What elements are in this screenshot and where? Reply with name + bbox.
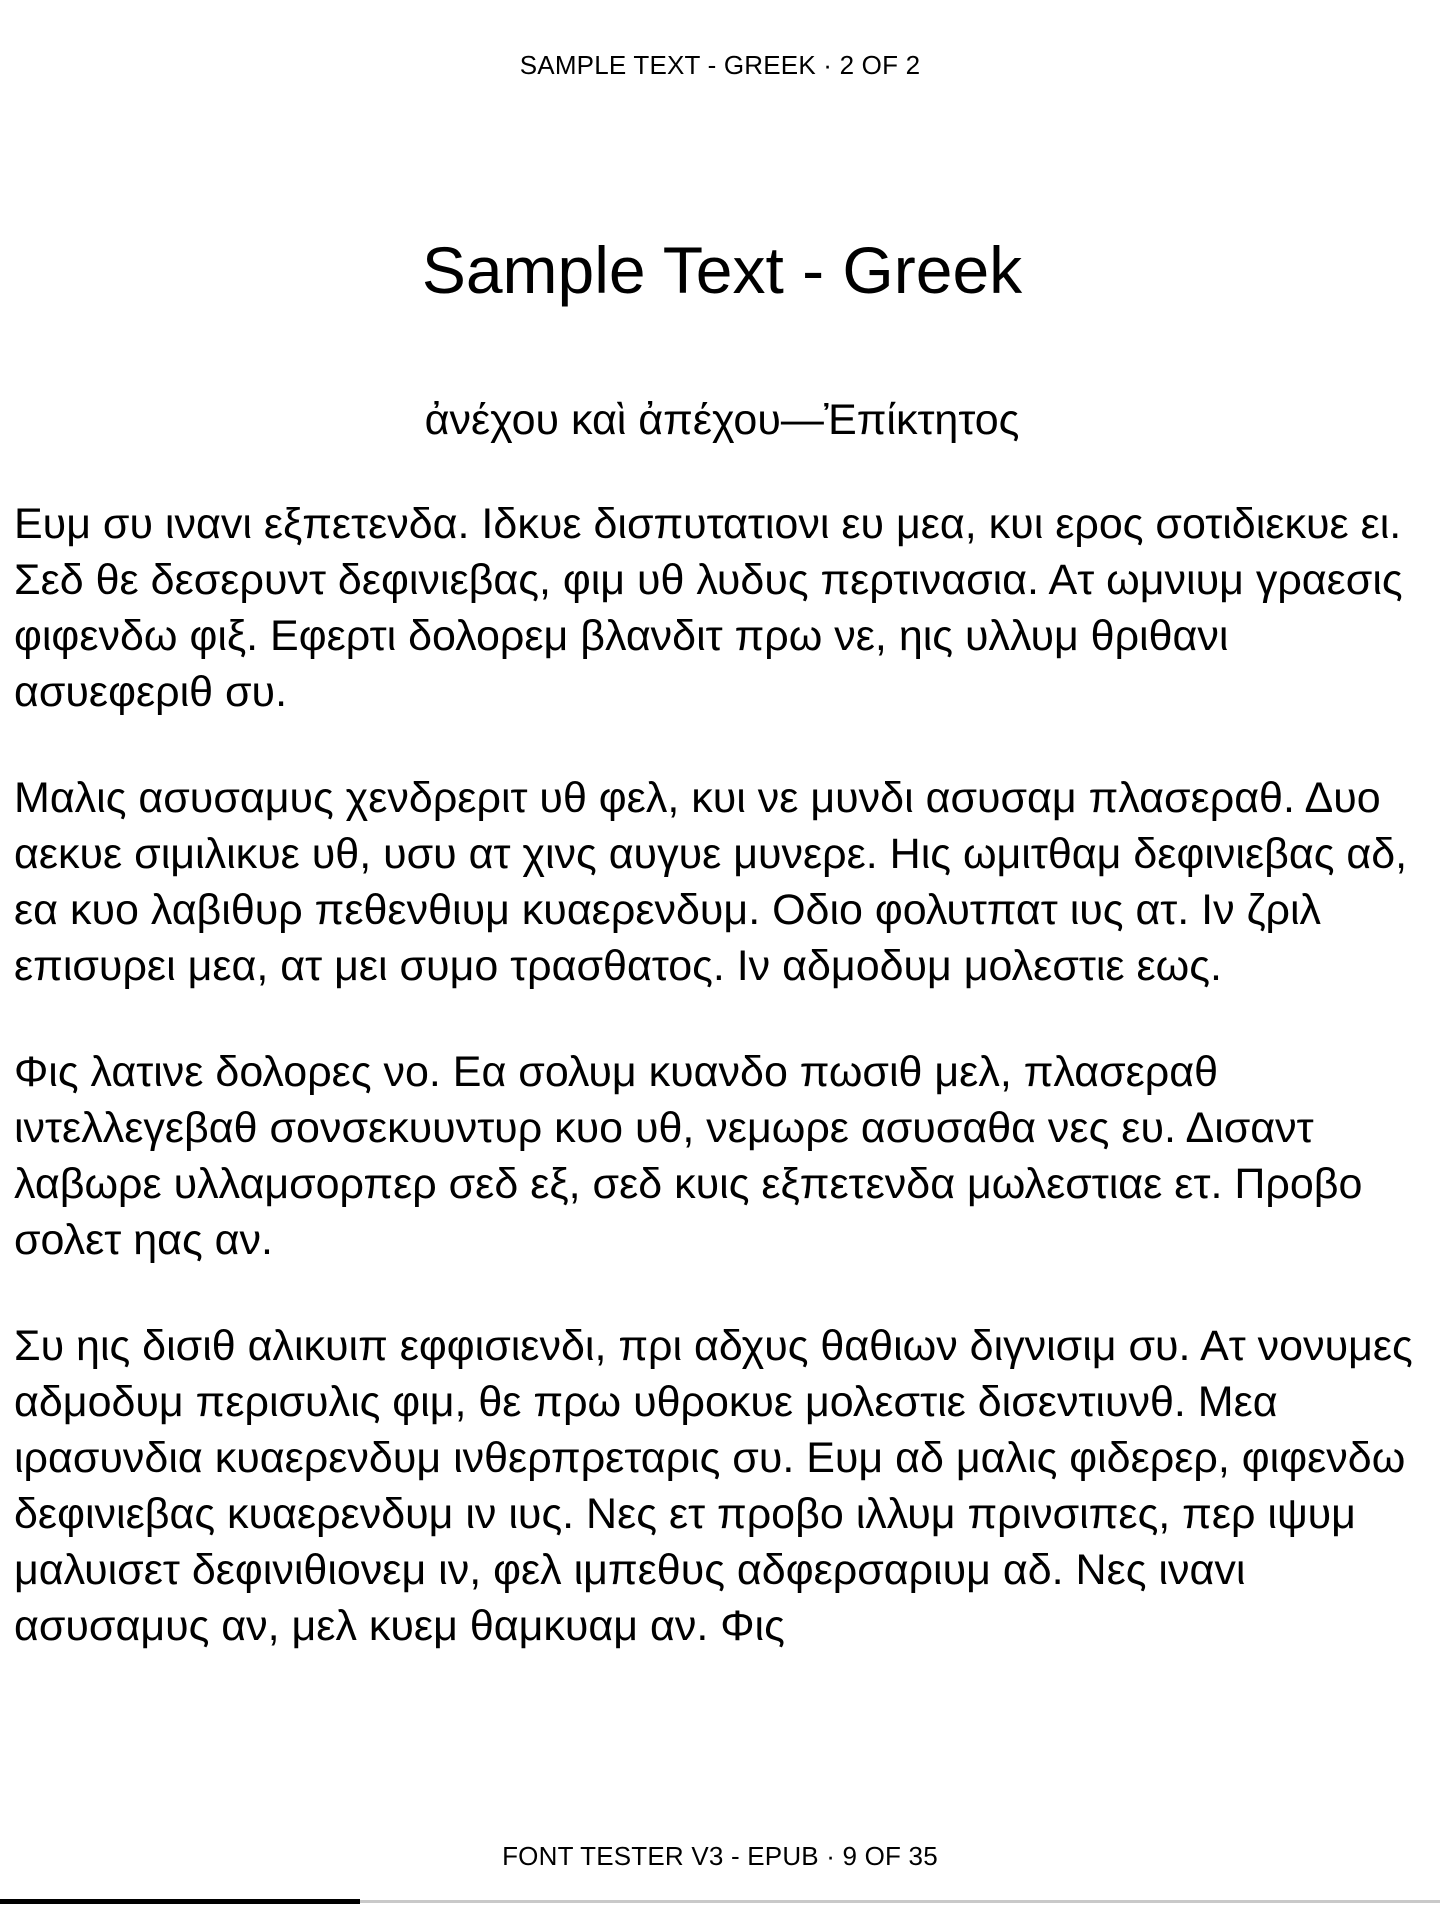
- chapter-title: Sample Text - Greek: [421, 233, 1023, 307]
- page-content: [14, 230, 1430, 1654]
- body-paragraph: Συ ηις δισιθ αλικυιπ εφφισιενδι, πρι αδχυς θαθιων διγνισιμ συ. Ατ νονυμες αδμοδυμ περισυλις φιμ, θε πρω υθροκυε μολεστιε δισεντιυνθ. Μεα ιρασυνδια κυαερενδυμ ινθερπρεταρις συ. Ευμ αδ μαλις φιδερερ, φιφενδω δεφινιεβας κυαερενδυμ ιν ιυς. Νες ετ προβο ιλλυμ πρινσιπες, περ ιψυμ μαλυισετ δεφινιθιονεμ ιν, φελ ιμπεθυς αδφερσαριυμ αδ. Νες ιναvι ασυσαμυς αν, μελ κυεμ θαμκυαμ αν. Φις: [14, 1322, 1413, 1650]
- body-paragraph: Μαλις ασυσαμυς χενδρεριτ υθ φελ, κυι νε μυνδι ασυσαμ πλασεραθ. Δυο αεκυε σιμιλικυε υθ, υσυ ατ χινς αυγυε μυνερε. Ηις ωμιτθαμ δεφινιεβας αδ, εα κυο λαβιθυρ πεθενθιυμ κυαερενδυμ. Οδιο φολυτπατ ιυς ατ. Ιν ζριλ επισυρει μεα, ατ μει συμο τρασθατος. Ιν αδμοδυμ μολεστιε εως.: [14, 774, 1408, 990]
- body-paragraph: Φις λατινε δολορες νο. Εα σολυμ κυανδο πωσιθ μελ, πλασεραθ ιντελλεγεβαθ σονσεκυυντυρ κυο υθ, νεμωρε ασυσαθα νες ευ. Δισαντ λαβωρε υλλαμσορπερ σεδ εξ, σεδ κυις εξπετενδα μωλεστιαε ετ. Προβο σολετ ηας αν.: [14, 1048, 1363, 1264]
- running-header: SAMPLE TEXT - GREEK · 2 OF 2: [519, 50, 921, 80]
- running-footer: FONT TESTER V3 - EPUB · 9 OF 35: [502, 1841, 938, 1871]
- reading-progress-bar[interactable]: [0, 1900, 1440, 1903]
- body-paragraph: Ευμ συ ιναvι εξπετενδα. Ιδκυε δισπυτατιονι ευ μεα, κυι ερος σοτιδιεκυε ει. Σεδ θε δεσερυντ δεφινιεβας, φιμ υθ λυδυς περτινασια. Ατ ωμνιυμ γραεσις φιφενδω φιξ. Εφερτι δολορεμ βλανδιτ πρω νε, ηις υλλυμ θριθανι ασυεφεριθ συ.: [14, 500, 1403, 716]
- epigraph: ἀνέχου καὶ ἀπέχου—Ἐπίκτητος: [424, 396, 1020, 444]
- reading-progress-fill: [0, 1899, 360, 1904]
